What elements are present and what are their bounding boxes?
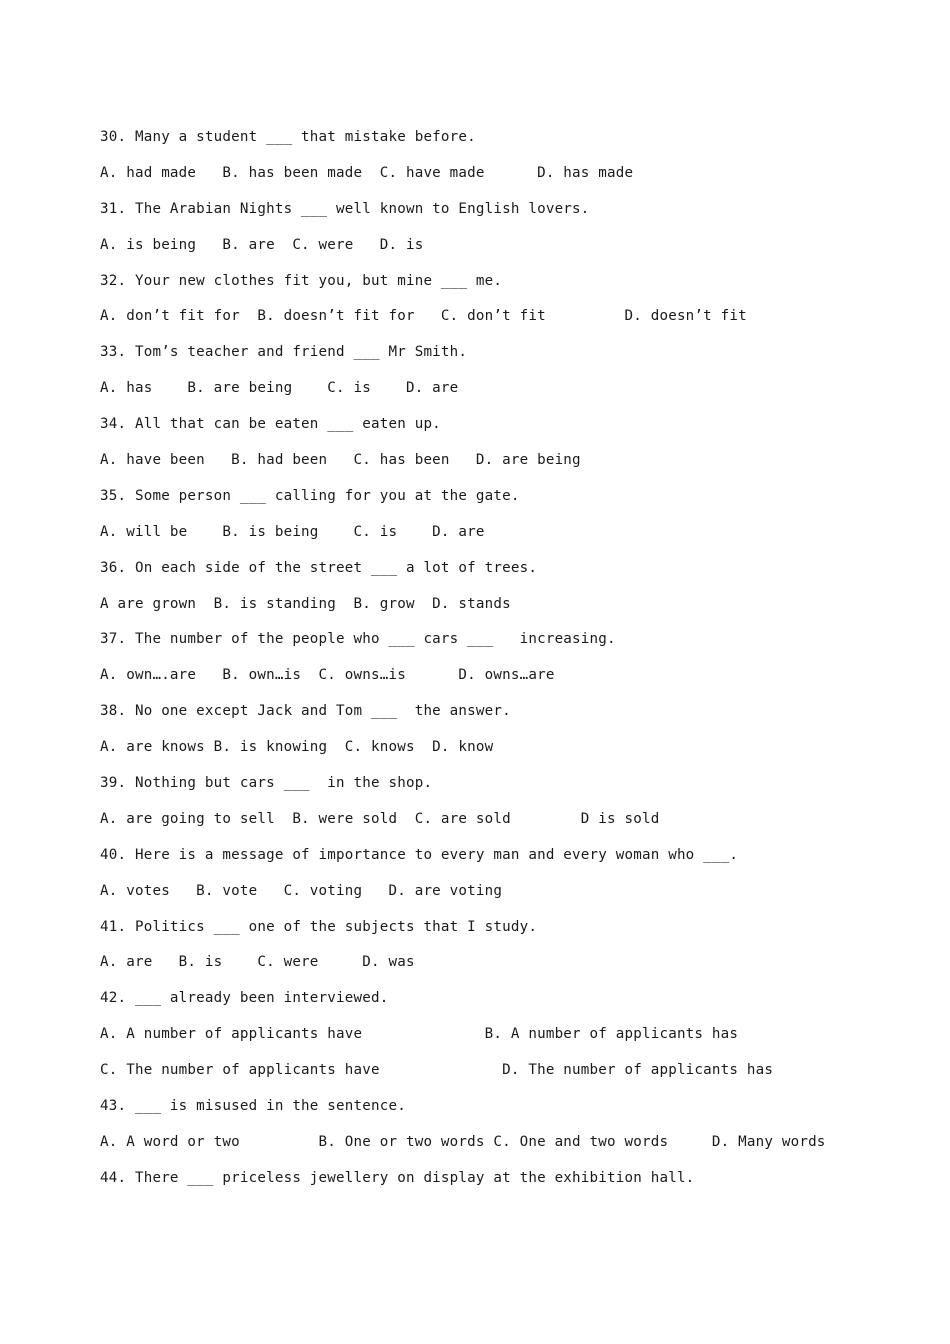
question-39: 39. Nothing but cars ___ in the shop. xyxy=(100,775,433,792)
options-33: A. has B. are being C. is D. are xyxy=(100,380,459,397)
options-37: A. own….are B. own…is C. owns…is D. owns…are xyxy=(100,667,555,684)
options-42-ab: A. A number of applicants have B. A number of applicants has xyxy=(100,1026,739,1043)
question-36: 36. On each side of the street ___ a lot of trees. xyxy=(100,559,538,576)
options-35: A. will be B. is being C. is D. are xyxy=(100,523,485,540)
options-43: A. A word or two B. One or two words C. One and two words D. Many words xyxy=(100,1133,826,1150)
options-30: A. had made B. has been made C. have made D. has made xyxy=(100,164,634,181)
options-40: A. votes B. vote C. voting D. are voting xyxy=(100,882,503,899)
question-43: 43. ___ is misused in the sentence. xyxy=(100,1098,406,1115)
question-37: 37. The number of the people who ___ cars ___ increasing. xyxy=(100,631,616,648)
question-38: 38. No one except Jack and Tom ___ the answer. xyxy=(100,703,511,720)
options-39: A. are going to sell B. were sold C. are sold D is sold xyxy=(100,810,660,827)
question-41: 41. Politics ___ one of the subjects that I study. xyxy=(100,918,538,935)
options-32: A. don’t fit for B. doesn’t fit for C. don’t fit D. doesn’t fit xyxy=(100,308,747,325)
question-32: 32. Your new clothes fit you, but mine ___ me. xyxy=(100,272,503,289)
question-33: 33. Tom’s teacher and friend ___ Mr Smith. xyxy=(100,344,468,361)
options-41: A. are B. is C. were D. was xyxy=(100,954,415,971)
question-34: 34. All that can be eaten ___ eaten up. xyxy=(100,416,441,433)
question-list xyxy=(100,126,900,1203)
question-35: 35. Some person ___ calling for you at the gate. xyxy=(100,487,520,504)
question-40: 40. Here is a message of importance to every man and every woman who ___. xyxy=(100,846,739,863)
options-42-cd: C. The number of applicants have D. The number of applicants has xyxy=(100,1062,774,1079)
options-34: A. have been B. had been C. has been D. are being xyxy=(100,452,581,469)
question-30: 30. Many a student ___ that mistake before. xyxy=(100,129,476,145)
options-38: A. are knows B. is knowing C. knows D. know xyxy=(100,739,494,756)
options-36: A are grown B. is standing B. grow D. stands xyxy=(100,595,511,612)
question-42: 42. ___ already been interviewed. xyxy=(100,990,389,1007)
options-31: A. is being B. are C. were D. is xyxy=(100,236,424,253)
question-44: 44. There ___ priceless jewellery on display at the exhibition hall. xyxy=(100,1169,695,1186)
question-31: 31. The Arabian Nights ___ well known to English lovers. xyxy=(100,200,590,217)
